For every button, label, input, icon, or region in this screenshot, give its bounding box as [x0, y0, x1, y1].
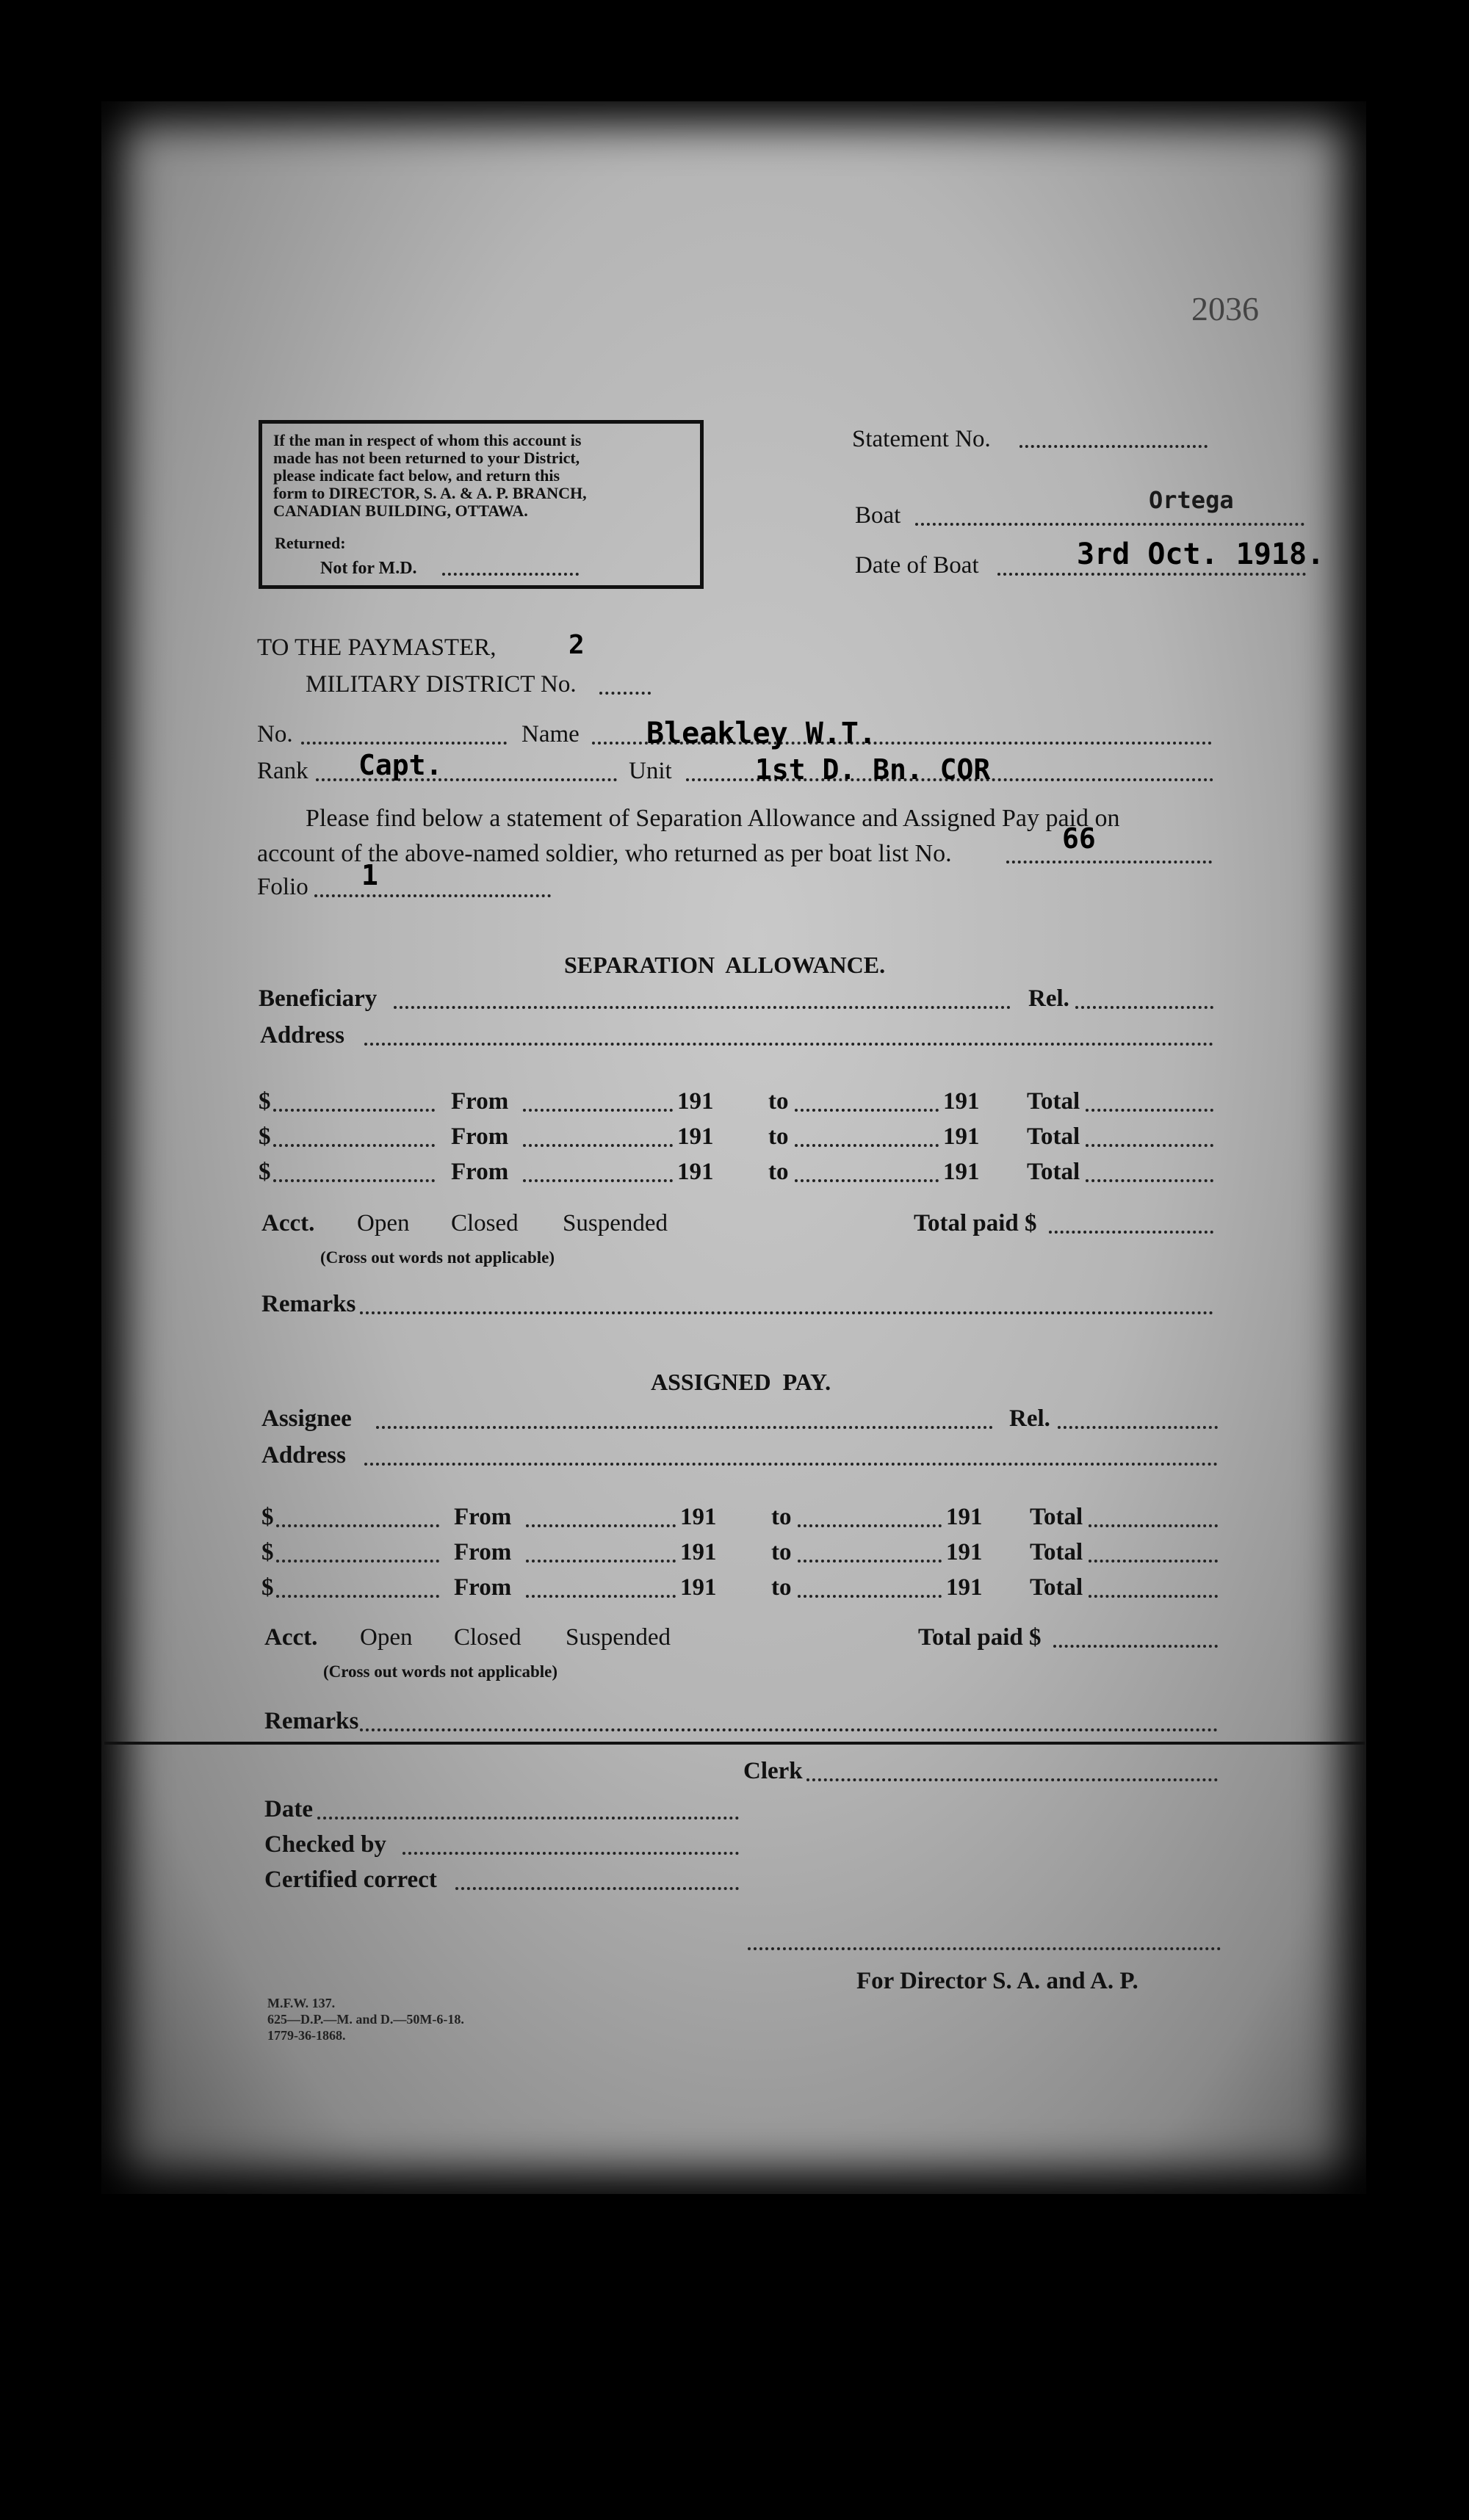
- not-for-md-label: Not for M.D.: [320, 559, 417, 578]
- ap-row-total-line: [1089, 1560, 1218, 1563]
- sa-row-to-line: [795, 1109, 939, 1112]
- sa-row-total-line: [1086, 1144, 1213, 1147]
- ap-row-amount-line: [276, 1524, 439, 1527]
- sa-row-from: From: [451, 1088, 509, 1115]
- date-of-boat-line: [997, 573, 1306, 576]
- boat-list-value: 66: [1062, 822, 1096, 855]
- sa-row-year2: 191: [943, 1123, 980, 1150]
- ap-remarks-label: Remarks: [264, 1708, 359, 1734]
- paragraph-line-2: account of the above-named soldier, who returned as per boat list No.: [257, 840, 952, 867]
- ap-row-from: From: [454, 1504, 512, 1530]
- sa-row-dollar: $: [259, 1123, 271, 1150]
- sa-row-to: to: [768, 1159, 789, 1185]
- folio-line: [314, 894, 551, 897]
- sa-row-from-line: [523, 1179, 673, 1182]
- rank-label: Rank: [257, 758, 308, 784]
- ap-row-to: to: [771, 1574, 792, 1601]
- military-district-line: [599, 692, 651, 695]
- ap-row-amount-line: [276, 1560, 439, 1563]
- notice-line: CANADIAN BUILDING, OTTAWA.: [273, 502, 528, 520]
- to-paymaster: TO THE PAYMASTER,: [257, 634, 497, 661]
- ap-rel-label: Rel.: [1009, 1405, 1050, 1432]
- sa-total-paid-line: [1049, 1231, 1213, 1234]
- assigned-title: ASSIGNED PAY.: [651, 1369, 831, 1395]
- printer-code: 625—D.P.—M. and D.—50M-6-18.: [267, 2012, 464, 2027]
- sa-row-from: From: [451, 1123, 509, 1150]
- ap-row-to-line: [798, 1524, 942, 1527]
- ap-suspended-label: Suspended: [566, 1624, 671, 1651]
- sa-suspended-label: Suspended: [563, 1210, 668, 1237]
- ap-row-to-line: [798, 1595, 942, 1598]
- document-number: 2036: [1191, 290, 1259, 327]
- sa-row-year2: 191: [943, 1088, 980, 1115]
- ap-row-year2: 191: [946, 1539, 983, 1565]
- not-for-md-line: [442, 573, 579, 576]
- ap-row-from: From: [454, 1574, 512, 1601]
- ap-row-total-line: [1089, 1524, 1218, 1527]
- notice-line: please indicate fact below, and return this: [273, 466, 560, 485]
- ap-closed-label: Closed: [454, 1624, 521, 1651]
- notice-line: form to DIRECTOR, S. A. & A. P. BRANCH,: [273, 484, 587, 502]
- sa-remarks-line: [360, 1311, 1213, 1314]
- assignee-label: Assignee: [261, 1405, 352, 1432]
- sa-row-dollar: $: [259, 1088, 271, 1115]
- sa-row-year1: 191: [677, 1123, 714, 1150]
- sa-row-from-line: [523, 1144, 673, 1147]
- checked-by-line: [403, 1852, 739, 1855]
- sa-row-total-line: [1086, 1179, 1213, 1182]
- ap-cross-out-note: (Cross out words not applicable): [323, 1662, 558, 1681]
- name-label: Name: [521, 721, 580, 747]
- sa-rel-label: Rel.: [1028, 985, 1069, 1012]
- beneficiary-label: Beneficiary: [259, 985, 378, 1012]
- ap-row-from: From: [454, 1539, 512, 1565]
- beneficiary-line: [394, 1006, 1011, 1009]
- ap-total-paid-line: [1053, 1645, 1218, 1648]
- ap-address-line: [364, 1463, 1218, 1466]
- ap-row-total-line: [1089, 1595, 1218, 1598]
- sa-row-amount-line: [273, 1144, 435, 1147]
- director-label: For Director S. A. and A. P.: [856, 1968, 1138, 1994]
- notice-line: If the man in respect of whom this account is: [273, 431, 582, 449]
- ap-row-year1: 191: [680, 1539, 717, 1565]
- printer-code: 1779-36-1868.: [267, 2028, 346, 2043]
- sa-row-total: Total: [1027, 1088, 1080, 1115]
- folio-value: 1: [361, 859, 378, 891]
- ap-row-year2: 191: [946, 1574, 983, 1601]
- checked-by-label: Checked by: [264, 1831, 386, 1858]
- ap-row-from-line: [526, 1524, 676, 1527]
- date-of-boat-value: 3rd Oct. 1918.: [1077, 537, 1325, 571]
- ap-row-year1: 191: [680, 1504, 717, 1530]
- folio-label: Folio: [257, 874, 308, 900]
- ap-row-dollar: $: [261, 1504, 274, 1530]
- military-district-label: MILITARY DISTRICT No.: [306, 671, 577, 698]
- sa-row-from-line: [523, 1109, 673, 1112]
- sa-total-paid-label: Total paid $: [914, 1210, 1037, 1237]
- sa-open-label: Open: [357, 1210, 410, 1237]
- sa-row-to: to: [768, 1123, 789, 1150]
- sa-row-total-line: [1086, 1109, 1213, 1112]
- ap-row-to: to: [771, 1539, 792, 1565]
- ap-open-label: Open: [360, 1624, 413, 1651]
- ap-row-year2: 191: [946, 1504, 983, 1530]
- paragraph-line-1: Please find below a statement of Separation Allowance and Assigned Pay paid on: [306, 805, 1120, 832]
- date-line: [317, 1817, 739, 1820]
- ap-total-paid-label: Total paid $: [918, 1624, 1042, 1651]
- ap-row-dollar: $: [261, 1539, 274, 1565]
- certified-correct-label: Certified correct: [264, 1867, 437, 1893]
- clerk-line: [806, 1778, 1218, 1781]
- boat-label: Boat: [855, 502, 901, 529]
- name-value: Bleakley W.T.: [646, 717, 877, 750]
- certified-correct-line: [455, 1887, 739, 1890]
- ap-row-to-line: [798, 1560, 942, 1563]
- rank-value: Capt.: [358, 749, 443, 781]
- sa-rel-line: [1075, 1006, 1213, 1009]
- district-value: 2: [569, 630, 585, 660]
- sa-row-amount-line: [273, 1109, 435, 1112]
- sa-row-to: to: [768, 1088, 789, 1115]
- sa-address-label: Address: [260, 1022, 344, 1049]
- sa-row-to-line: [795, 1179, 939, 1182]
- statement-no-line: [1019, 445, 1208, 448]
- sa-row-year2: 191: [943, 1159, 980, 1185]
- signature-line: [748, 1947, 1221, 1950]
- returned-label: Returned:: [275, 534, 346, 552]
- sa-row-dollar: $: [259, 1159, 271, 1185]
- ap-rel-line: [1058, 1426, 1218, 1429]
- ap-row-year1: 191: [680, 1574, 717, 1601]
- date-label: Date: [264, 1796, 313, 1822]
- clerk-label: Clerk: [743, 1758, 803, 1784]
- date-of-boat-label: Date of Boat: [855, 552, 979, 579]
- no-line: [301, 742, 507, 745]
- sa-row-year1: 191: [677, 1159, 714, 1185]
- sa-row-total: Total: [1027, 1123, 1080, 1150]
- ap-row-from-line: [526, 1595, 676, 1598]
- ap-row-total: Total: [1030, 1539, 1083, 1565]
- section-divider: [104, 1742, 1365, 1745]
- printer-code: M.F.W. 137.: [267, 1996, 336, 2010]
- sa-row-year1: 191: [677, 1088, 714, 1115]
- sa-row-total: Total: [1027, 1159, 1080, 1185]
- notice-line: made has not been returned to your District,: [273, 449, 580, 467]
- unit-value: 1st D. Bn. COR: [755, 753, 991, 786]
- ap-row-total: Total: [1030, 1574, 1083, 1601]
- assignee-line: [376, 1426, 993, 1429]
- ap-remarks-line: [360, 1728, 1218, 1731]
- sa-row-to-line: [795, 1144, 939, 1147]
- separation-title: SEPARATION ALLOWANCE.: [564, 952, 886, 978]
- ap-row-dollar: $: [261, 1574, 274, 1601]
- ap-address-label: Address: [261, 1442, 346, 1469]
- sa-closed-label: Closed: [451, 1210, 519, 1237]
- boat-value: Ortega: [1149, 486, 1234, 514]
- boat-list-line: [1006, 861, 1212, 863]
- boat-line: [915, 523, 1304, 526]
- sa-row-amount-line: [273, 1179, 435, 1182]
- statement-no-label: Statement No.: [852, 426, 991, 452]
- ap-row-total: Total: [1030, 1504, 1083, 1530]
- sa-acct-label: Acct.: [261, 1210, 315, 1237]
- ap-acct-label: Acct.: [264, 1624, 318, 1651]
- no-label: No.: [257, 721, 293, 747]
- ap-row-from-line: [526, 1560, 676, 1563]
- sa-cross-out-note: (Cross out words not applicable): [320, 1248, 555, 1267]
- ap-row-amount-line: [276, 1595, 439, 1598]
- sa-row-from: From: [451, 1159, 509, 1185]
- unit-label: Unit: [629, 758, 672, 784]
- sa-address-line: [364, 1043, 1213, 1046]
- ap-row-to: to: [771, 1504, 792, 1530]
- sa-remarks-label: Remarks: [261, 1291, 356, 1317]
